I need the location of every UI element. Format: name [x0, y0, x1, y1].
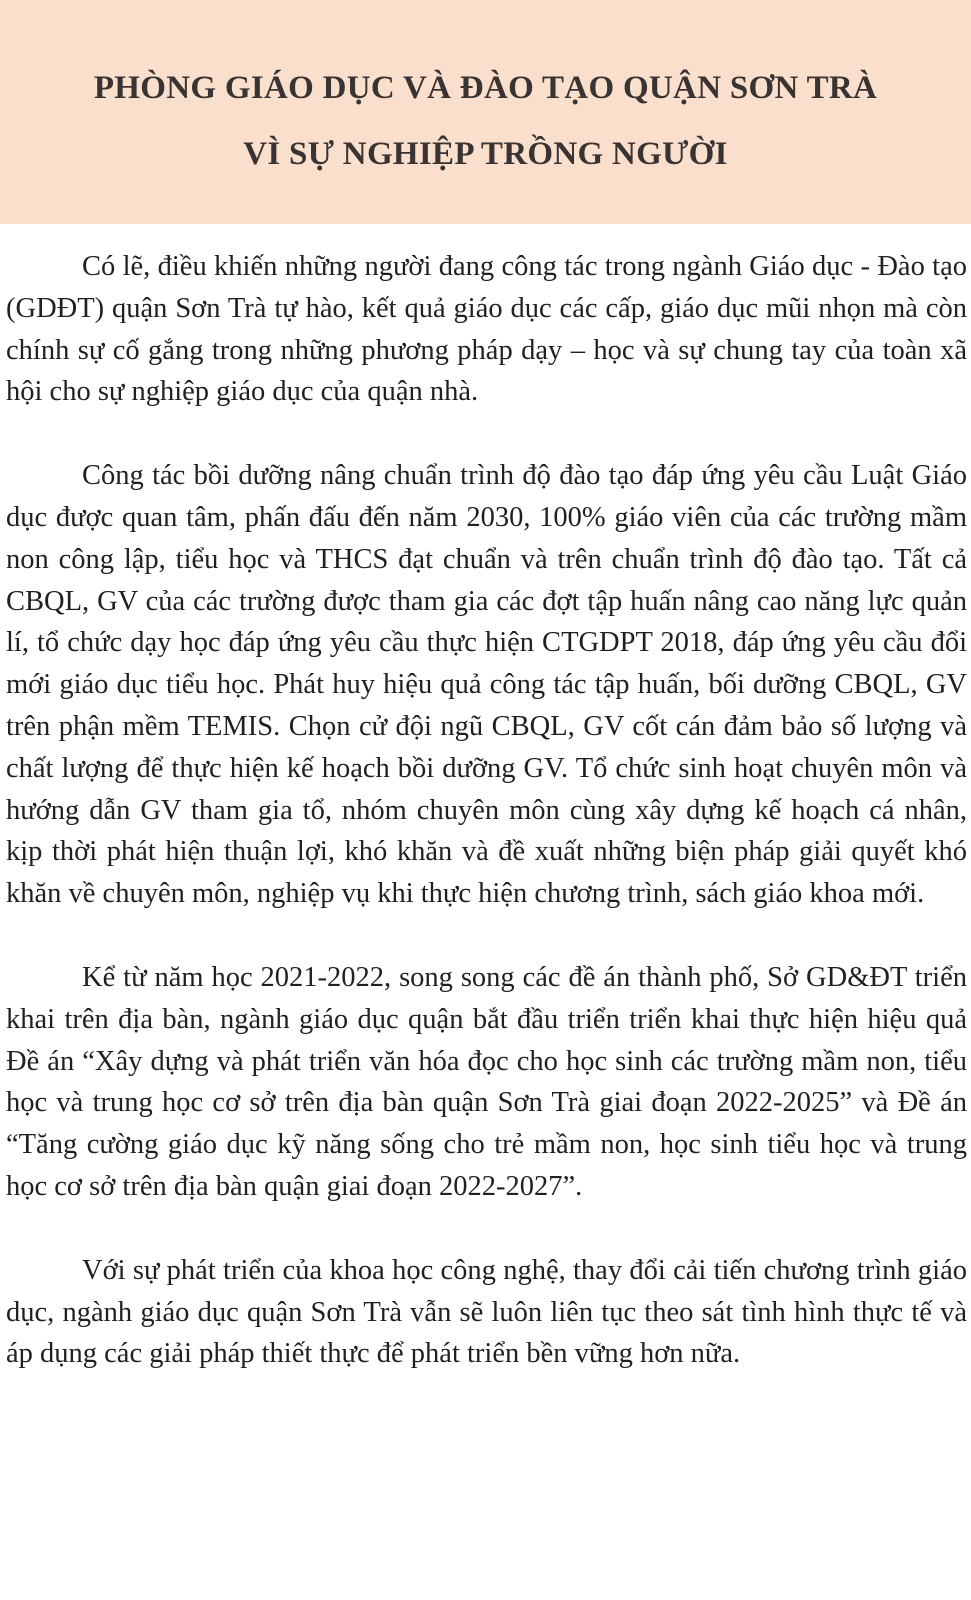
paragraph-intro: Có lẽ, điều khiến những người đang công tác trong ngành Giáo dục - Đào tạo (GDĐT) quận Sơn Trà tự hào, kết quả giáo dục các cấp, giáo dục mũi nhọn mà còn chính sự cố gắng trong những phương pháp dạy – học và sự chung tay của toàn xã hội cho sự nghiệp giáo dục của quận nhà.: [6, 251, 967, 408]
page-title-line-1: PHÒNG GIÁO DỤC VÀ ĐÀO TẠO QUẬN SƠN TRÀ: [93, 70, 878, 106]
article-body: [6, 246, 967, 1417]
paragraph-projects: Kể từ năm học 2021-2022, song song các đề án thành phố, Sở GD&ĐT triển khai trên địa bàn, ngành giáo dục quận bắt đầu triển triển khai thực hiện hiệu quả Đề án “Xây dựng và phát triển văn hóa đọc cho học sinh các trường mầm non, tiểu học và trung học cơ sở trên địa bàn quận Sơn Trà giai đoạn 2022-2025” và Đề án “Tăng cường giáo dục kỹ năng sống cho trẻ mầm non, học sinh tiểu học và trung học cơ sở trên địa bàn quận giai đoạn 2022-2027”.: [6, 961, 967, 1202]
paragraph-conclusion: Với sự phát triển của khoa học công nghệ, thay đổi cải tiến chương trình giáo dục, ngành giáo dục quận Sơn Trà vẫn sẽ luôn liên tục theo sát tình hình thực tế và áp dụng các giải pháp thiết thực để phát triển bền vững hơn nữa.: [6, 1254, 967, 1370]
page-title-line-2: VÌ SỰ NGHIỆP TRỒNG NGƯỜI: [243, 136, 728, 172]
paragraph-training: Công tác bồi dưỡng nâng chuẩn trình độ đào tạo đáp ứng yêu cầu Luật Giáo dục được quan tâm, phấn đấu đến năm 2030, 100% giáo viên của các trường mầm non công lập, tiểu học và THCS đạt chuẩn và trên chuẩn trình độ đào tạo. Tất cả CBQL, GV của các trường được tham gia các đợt tập huấn nâng cao năng lực quản lí, tổ chức dạy học đáp ứng yêu cầu thực hiện CTGDPT 2018, đáp ứng yêu cầu đổi mới giáo dục tiểu học. Phát huy hiệu quả công tác tập huấn, bối dưỡng CBQL, GV trên phận mềm TEMIS. Chọn cử đội ngũ CBQL, GV cốt cán đảm bảo số lượng và chất lượng để thực hiện kế hoạch bồi dưỡng GV. Tổ chức sinh hoạt chuyên môn và hướng dẫn GV tham gia tổ, nhóm chuyên môn cùng xây dựng kế hoạch cá nhân, kịp thời phát hiện thuận lợi, khó khăn và đề xuất những biện pháp giải quyết khó khăn về chuyên môn, nghiệp vụ khi thực hiện chương trình, sách giáo khoa mới.: [6, 460, 967, 910]
title-banner: [0, 0, 971, 224]
